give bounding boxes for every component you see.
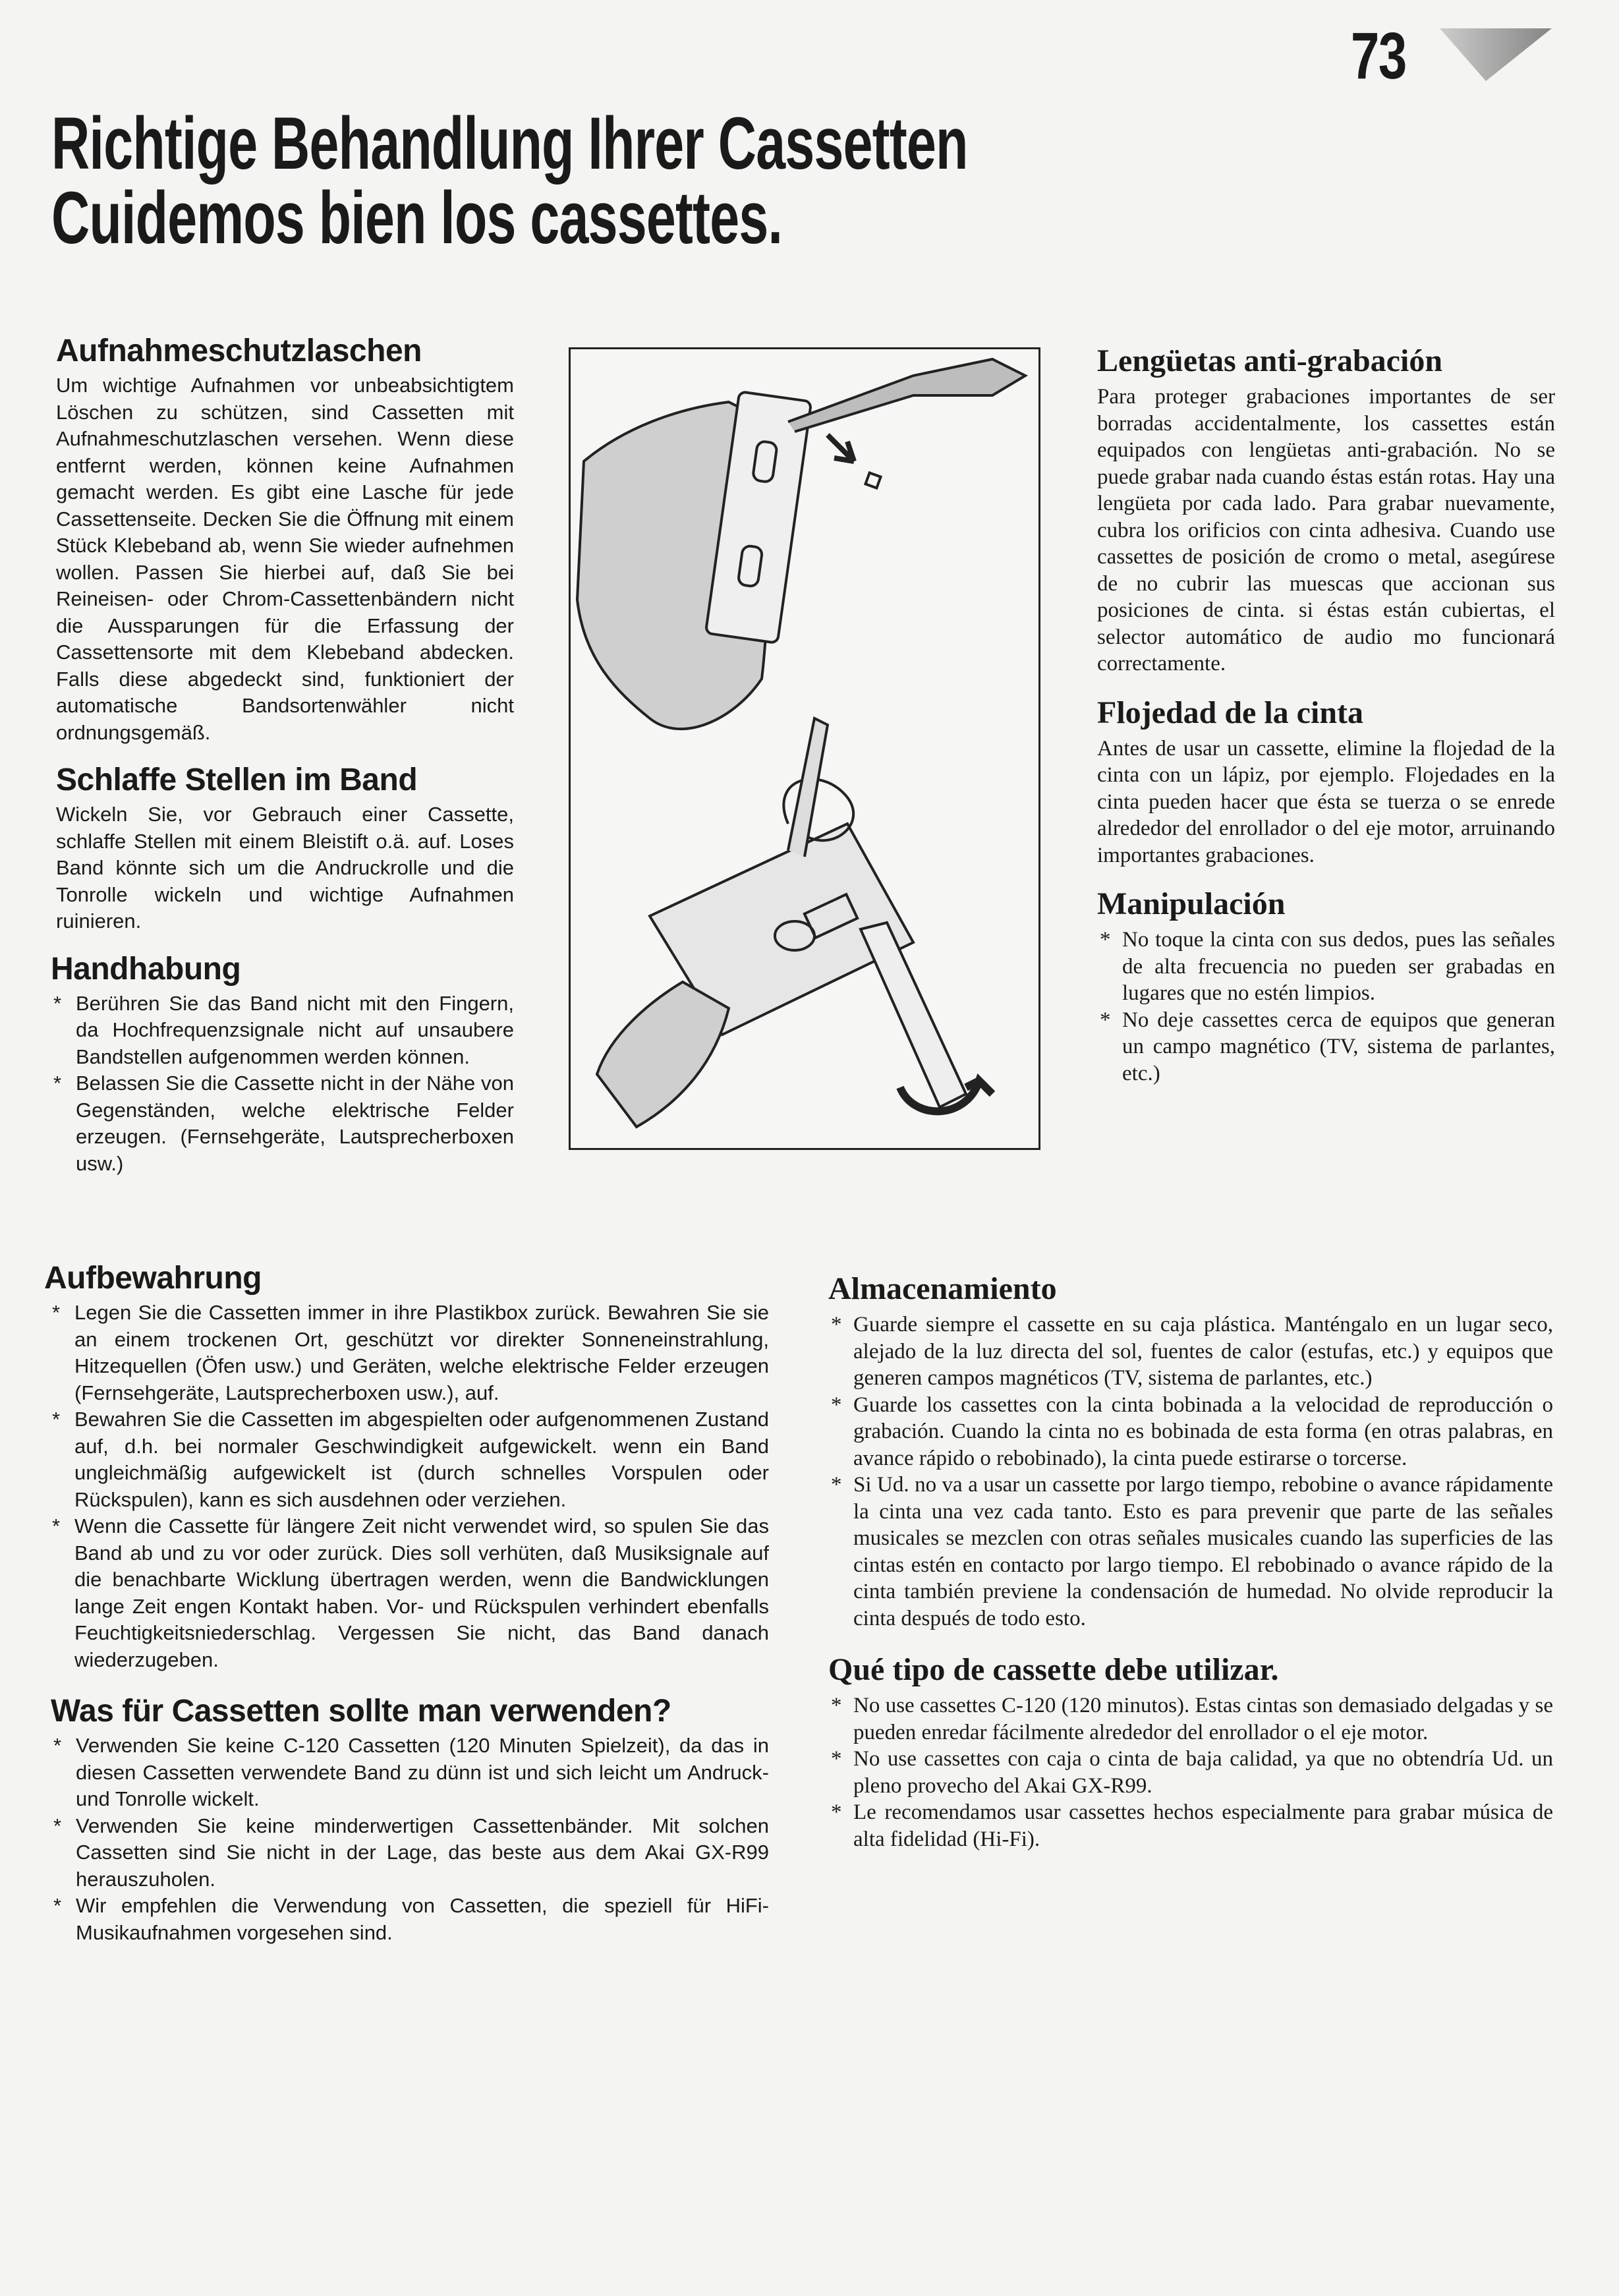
section-heading: Aufnahmeschutzlaschen [56,333,422,368]
list-item: * Berühren Sie das Band nicht mit den Fingern, da Hochfrequenzsignale nicht auf unsaubere Bandstellen aufgenommen werden können. [53,991,514,1068]
section-heading: Handhabung [51,951,241,987]
section-text: Wickeln Sie, vor Gebrauch einer Cassette, schlaffe Stellen mit einem Bleistift o.ä. auf. Loses Band könnte sich um die Andruckrolle und die Tonrolle wickeln und wichtige Aufnahmen ruinieren. [56,803,514,933]
list-item: * Guarde siempre el cassette en su caja plástica. Manténgalo en un lugar seco, alejado de la luz directa del sol, fuentes de calor (estufas, etc.) y equipos que generen campos magnéticos (TV, sistema de parlantes, etc.) [831,1313,1553,1390]
section-schlaffe-stellen [56,762,514,935]
section-text: Antes de usar un cassette, elimine la flojedad de la cinta con un lápiz, por ejemplo. Flojedades en la cinta pueden hacer que ésta se tuerza o se enrede alrededor del enrollador o del eje motor, arruinando importantes grabaciones. [1097,736,1555,867]
cassette-illustration [569,347,1040,1150]
list-item: * Guarde los cassettes con la cinta bobinada a la velocidad de reproducción o grabación. Cuando la cinta no es bobinada de esta forma (en otras palabras, en avance rápido o rebobinado), la cinta puede estirarse o torcerse. [831,1392,1553,1470]
spanish-column-top [1097,343,1555,1087]
section-que-tipo-de-cassette [828,1651,1553,1852]
section-heading: Almacenamiento [828,1271,1057,1306]
list-item: * No toque la cinta con sus dedos, pues las señales de alta frecuencia no pueden ser grabadas en lugares que no estén limpios. [1100,928,1555,1005]
german-column-top [51,333,514,1177]
list-item: * Le recomendamos usar cassettes hechos especialmente para grabar música de alta fidelidad (Hi-Fi). [831,1800,1553,1851]
section-heading: Aufbewahrung [44,1261,262,1296]
section-manipulacion [1097,886,1555,1087]
section-text: Um wichtige Aufnahmen vor unbeabsichtigtem Löschen zu schützen, sind Cassetten mit Aufnahmeschutzlaschen versehen. Wenn diese entfernt werden, können keine Aufnahmen gemacht werden. Es gibt eine Lasche für jede Cassettenseite. Decken Sie die Öffnung mit einem Stück Klebeband ab, wenn Sie wieder aufnehmen wollen. Passen Sie hierbei auf, daß Sie bei Reineisen- oder Chrom-Cassettenbändern nicht die Aussparungen für die Erfassung der Cassettensorte mit dem Klebeband abdecken. Falls diese abgedeckt sind, funktioniert der automatische Bandsortenwähler nicht ordnungsgemäß. [56,374,514,744]
cassette-handling-drawing [571,349,1038,1148]
section-lenguetas [1097,343,1555,677]
title-spanish: Cuidemos bien los cassettes. [51,177,783,259]
page-number: 73 [1351,19,1406,93]
list-item: * Bewahren Sie die Cassetten im abgespielten oder aufgenommenen Zustand auf, d.h. bei normaler Geschwindigkeit aufgewickelt. wenn ein Band ungleichmäßig aufgewickelt ist (durch schnelles Vorspulen oder Rückspulen), kann es sich ausdehnen oder verziehen. [52,1408,769,1511]
section-almacenamiento [828,1271,1553,1632]
section-aufnahmeschutzlaschen [56,333,514,746]
list-item: * Belassen Sie die Cassette nicht in der Nähe von Gegenständen, welche elektrische Felder erzeugen. (Fernsehgeräte, Lautsprecherboxen usw.) [53,1072,514,1175]
section-text: Para proteger grabaciones importantes de ser borradas accidentalmente, los cassettes están equipados con lengüetas anti-grabación. No se puede grabar nada cuando éstas están rotas. Hay una lengüeta por cada lado. Para grabar nuevamente, cubra los orificios con cinta adhesiva. Cuando use cassettes de posición de cromo o metal, asegúrese de no cubrir las muescas que accionan sus posiciones de cinta. si éstas están cubiertas, el selector automático de audio mo funcionará correctamente. [1097,385,1555,675]
section-heading: Schlaffe Stellen im Band [56,762,418,797]
list-item: * Legen Sie die Cassetten immer in ihre Plastikbox zurück. Bewahren Sie sie an einem trockenen Ort, geschützt vor direkter Sonneneinstrahlung, Hitzequellen (Öfen usw.) und Geräten, welche elektrische Felder erzeugen (Fernsehgeräte, Lautsprecherboxen usw.), auf. [52,1301,769,1404]
spanish-column-bottom [828,1271,1553,1852]
section-heading: Flojedad de la cinta [1097,695,1363,730]
german-column-bottom [44,1260,769,1946]
section-aufbewahrung [44,1260,769,1673]
title-german: Richtige Behandlung Ihrer Cassetten [51,102,968,185]
list-item: * Verwenden Sie keine C-120 Cassetten (120 Minuten Spielzeit), da das in diesen Cassetten verwendete Band zu dünn ist und sich leicht um Andruck- und Tonrolle wickelt. [53,1734,769,1810]
list-item: * No use cassettes C-120 (120 minutos). Estas cintas son demasiado delgadas y se pueden enredar fácilmente alrededor del enrollador o el eje motor. [831,1694,1553,1744]
list-item: * No deje cassettes cerca de equipos que generan un campo magnético (TV, sistema de parlantes, etc.) [1100,1008,1555,1085]
section-heading: Manipulación [1097,886,1286,921]
section-heading: Qué tipo de cassette debe utilizar. [828,1652,1279,1687]
section-handhabung [51,951,514,1178]
section-heading: Lengüetas anti-grabación [1097,343,1443,378]
list-item: * No use cassettes con caja o cinta de baja calidad, ya que no obtendría Ud. un pleno provecho del Akai GX-R99. [831,1747,1553,1798]
list-item: * Wir empfehlen die Verwendung von Cassetten, die speziell für HiFi-Musikaufnahmen vorgesehen sind. [53,1894,769,1944]
corner-triangle-decoration [1440,23,1552,82]
section-was-fuer-cassetten [51,1693,769,1946]
list-item: * Verwenden Sie keine minderwertigen Cassettenbänder. Mit solchen Cassetten sind Sie nicht in der Lage, das beste aus dem Akai GX-R99 herauszuholen. [53,1814,769,1891]
list-item: * Si Ud. no va a usar un cassette por largo tiempo, rebobine o avance rápidamente la cinta una vez cada tanto. Esto es para prevenir que parte de las señales musicales se mezclen con otras señales musicales cuando las superficies de las cintas estén en contacto por largo tiempo. El rebobinado o avance rápido de la cinta también previene la condensación de humedad. No olvide reproducir la cinta después de todo esto. [831,1473,1553,1630]
section-heading: Was für Cassetten sollte man verwenden? [51,1694,671,1729]
section-flojedad [1097,695,1555,869]
list-item: * Wenn die Cassette für längere Zeit nicht verwendet wird, so spulen Sie das Band ab und zu vor oder zurück. Dies soll verhüten, daß Musiksignale auf die benachbarte Wicklung übertragen werden, wenn die Bandwicklungen lange Zeit engen Kontakt haben. Vor- und Rückspulen verhindert ebenfalls Feuchtigkeitsniederschlag. Vergessen Sie nicht, das Band danach wiederzugeben. [52,1514,769,1671]
